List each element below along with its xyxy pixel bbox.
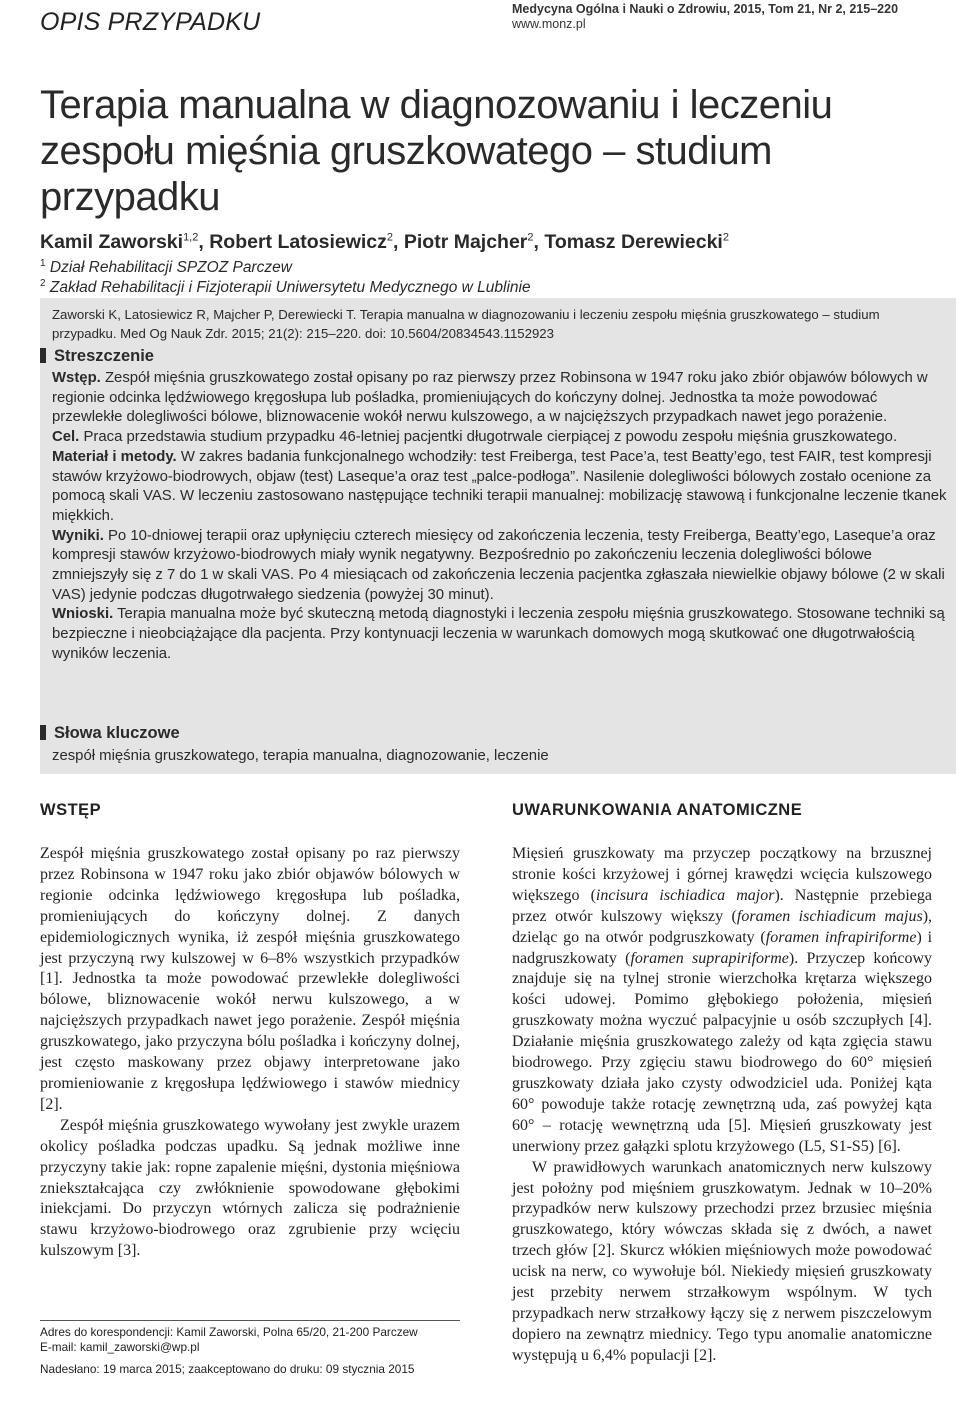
author-list: [40, 231, 729, 254]
abstract-methods: [52, 448, 950, 527]
abstract-aim: [52, 428, 950, 448]
abstract-paragraph: Zespół mięśnia gruszkowatego został opisany po raz pierwszy przez Robinsona w 1947 roku jako zbiór objawów bólowych w regionie odcinka lędźwiowego kręgosłupa lub pośladka, promieniujących do kończyny dolnej. Jednostka ta może powodować przewlekłe dolegliwości bólowe, bliznowacenie wokół nerwu kulszowego, a w najcięższych przypadkach nawet jego porażenie.: [52, 370, 928, 426]
paragraph: [512, 844, 932, 1158]
affiliation-text: Dział Rehabilitacji SPZOZ Parczew: [45, 259, 292, 276]
abstract-paragraph: Praca przedstawia studium przypadku 46-letniej pacjentki długotrwale cierpiącej z powodu zespołu mięśnia gruszkowatego.: [79, 429, 898, 446]
article-type-label: OPIS PRZYPADKU: [40, 8, 261, 36]
abstract-results: [52, 527, 950, 606]
correspondence-address: Adres do korespondencji: Kamil Zaworski, Polna 65/20, 21-200 Parczew: [40, 1325, 418, 1339]
footnotes: [40, 1325, 418, 1377]
latin-term: foramen suprapiriforme: [630, 949, 789, 967]
text-run: ), dzieląc go na otwór podgruszkowaty (: [512, 907, 933, 946]
author-name: Kamil Zaworski: [40, 231, 184, 253]
section-heading-anatomy: UWARUNKOWANIA ANATOMICZNE: [512, 801, 803, 819]
author-affiliation-marker: 2: [527, 231, 534, 244]
keywords-text: zespół mięśnia gruszkowatego, terapia manualna, diagnozowanie, leczenie: [52, 748, 549, 764]
latin-term: incisura ischiadica major: [595, 886, 775, 904]
article-title: [40, 82, 930, 220]
abstract-paragraph: Po 10-dniowej terapii oraz upłynięciu czterech miesięcy od zakończenia leczenia, testy Freiberga, Beatty’ego, Laseque’a oraz kompresji stawów krzyżowo-biodrowych miały wynik negatywny. Bezpośrednio po zakończeniu leczenia dolegliwości bólowe zmniejszyły się z 7 do 1 w skali VAS. Po 4 miesiącach od zakończenia leczenia pacjentka zgłaszała niewielkie objawy bólowe (2 w skali VAS) jedynie podczas długotrwałego siedzenia (powyżej 30 minut).: [52, 527, 945, 603]
affiliation: [40, 258, 531, 278]
spacer: [40, 1354, 418, 1362]
abstract-conclusions: [52, 605, 950, 664]
latin-term: foramen ischiadicum majus: [736, 907, 923, 925]
paragraph: Zespół mięśnia gruszkowatego został opisany po raz pierwszy przez Robinsona w 1947 roku jako zbiór objawów bólowych w regionie odcinka lędźwiowego kręgosłupa lub pośladka, promieniujących do kończyny dolnej. Z danych epidemiologicznych wynika, iż zespół mięśnia gruszkowatego jest przyczyną rwy kulszowej w 6–8% wszystkich przypadków [1]. Jednostka ta może powodować przewlekłe dolegliwości bólowe, bliznowacenie wokół nerwu kulszowego, a w najcięższych przypadkach nawet jego porażenie. Zespół mięśnia gruszkowatego, jako przyczyna bólu pośladka i kończyny dolnej, jest często maskowany przez objawy interpretowane jako promieniowanie z kręgosłupa lędźwiowego i stawów miednicy [2].: [40, 845, 460, 1113]
title-line: zespołu mięśnia gruszkowatego – studium: [40, 129, 773, 173]
latin-term: foramen infrapiriforme: [765, 928, 917, 946]
abstract-box: [40, 298, 956, 774]
abstract-body: [52, 369, 950, 665]
author-affiliation-marker: 1,2: [183, 231, 199, 244]
heading-bar: [40, 348, 46, 363]
footnote-divider: [40, 1320, 460, 1321]
journal-url[interactable]: www.monz.pl: [512, 17, 586, 31]
affiliation: [40, 278, 531, 298]
submission-dates: Nadesłano: 19 marca 2015; zaakceptowano do druku: 09 stycznia 2015: [40, 1362, 415, 1376]
abstract-label: Wstęp.: [52, 370, 101, 386]
title-line: przypadku: [40, 175, 221, 219]
abstract-heading-label: Streszczenie: [54, 347, 154, 365]
correspondence-email[interactable]: E-mail: kamil_zaworski@wp.pl: [40, 1339, 200, 1354]
author-affiliation-marker: 2: [722, 231, 729, 244]
paragraph: W prawidłowych warunkach anatomicznych nerw kulszowy jest położny pod mięśniem gruszkowatym. Jednak w 10–20% przypadków nerw kulszowy przechodzi przez brzusiec mięśnia gruszkowatego, który wówczas składa się z dwóch, a nawet trzech głów [2]. Skurcz włókien mięśniowych może powodować ucisk na nerw, co wywołuje ból. Niekiedy mięsień gruszkowaty jest przebity nerwem strzałkowym wspólnym. W tych przypadkach nerw strzałkowy łączy się z nerwem piszczelowym dopiero na zewnątrz miednicy. Tego typu anomalie anatomiczne występują u 6,4% populacji [2].: [512, 1158, 932, 1364]
text-run: Mięsień gruszkowaty ma przyczep początkowy na brzusznej stronie kości krzyżowej i górnej krawędzi wcięcia kulszowego większego (: [512, 845, 932, 904]
heading-bar: [40, 725, 46, 740]
left-column-body: [40, 844, 460, 1262]
paragraph: Zespół mięśnia gruszkowatego wywołany jest zwykle urazem okolicy pośladka podczas upadku. Są jednak możliwe inne przyczyny takie jak: ropne zapalenie mięśni, dystonia mięśniowa zniekształcająca czy zwłóknienie spowodowane głębokimi iniekcjami. Do przyczyn wtórnych zalicza się podrażnienie stawu krzyżowo-biodrowego oraz zgrubienie przy wcięciu kulszowym [3].: [40, 1116, 460, 1260]
text-run: ). Przyczep końcowy znajduje się na tylnej stronie wierzchołka krętarza większego kości udowej. Pomimo głębokiego położenia, mięsień gruszkowaty można wyczuć palpacyjnie u osób szczupłych [4]. Działanie mięśnia gruszkowatego zależy od kąta zgięcia stawu biodrowego. Przy zgięciu stawu biodrowego do 60° mięsień gruszkowaty działa jako czysty odwodziciel uda. Poniżej kąta 60° powoduje także rotację zewnętrzną uda, zaś powyżej kąta 60° – rotację wewnętrzną uda [5]. Mięsień gruszkowaty jest unerwiony przez gałązki splotu krzyżowego (L5, S1-S5) [6].: [512, 949, 932, 1155]
right-column-body: [512, 844, 932, 1367]
keywords-heading-label: Słowa kluczowe: [54, 724, 180, 742]
author-name: , Tomasz Derewiecki: [533, 231, 723, 253]
abstract-paragraph: Terapia manualna może być skuteczną metodą diagnostyki i leczenia zespołu mięśnia gruszkowatego. Stosowane techniki są bezpieczne i nieobciążające dla pacjenta. Przy kontynuacji leczenia w warunkach domowych mogą skutkować one długotrwałością wyników leczenia.: [52, 606, 945, 662]
affiliation-text: Zakład Rehabilitacji i Fizjoterapii Uniwersytetu Medycznego w Lublinie: [45, 279, 531, 296]
affiliation-number: 2: [40, 277, 46, 289]
section-heading-introduction: WSTĘP: [40, 801, 102, 819]
abstract-heading: [40, 347, 154, 366]
abstract-paragraph: W zakres badania funkcjonalnego wchodziły: test Freiberga, test Pace’a, test Beatty’ego, test FAIR, test kompresji stawów krzyżowo-biodrowych, objaw (test) Laseque’a oraz test „palce-podłoga”. Nasilenie dolegliwości bólowych zostało ocenione za pomocą skali VAS. W leczeniu zastosowano następujące techniki terapii manualnej: mobilizację stawową i funkcjonalne leczenie tkanek miękkich.: [52, 448, 947, 524]
abstract-label: Wyniki.: [52, 527, 104, 544]
title-line: Terapia manualna w diagnozowaniu i leczeniu: [40, 83, 833, 127]
affiliations: [40, 258, 531, 298]
affiliation-number: 1: [40, 257, 46, 269]
author-affiliation-marker: 2: [386, 231, 394, 244]
abstract-intro: [52, 369, 950, 428]
abstract-label: Cel.: [52, 429, 80, 446]
journal-citation: Medycyna Ogólna i Nauki o Zdrowiu, 2015, Tom 21, Nr 2, 215–220: [512, 2, 899, 16]
text-run: ) i nadgruszkowaty (: [512, 928, 933, 967]
abstract-label: Materiał i metody.: [52, 448, 177, 465]
keywords-heading: [40, 724, 180, 743]
journal-header: [512, 2, 898, 32]
author-name: , Piotr Majcher: [393, 231, 528, 253]
citation-text: Zaworski K, Latosiewicz R, Majcher P, Derewiecki T. Terapia manualna w diagnozowaniu i leczeniu zespołu mięśnia gruszkowatego – studium przypadku. Med Og Nauk Zdr. 2015; 21(2): 215–220. doi: 10.5604/20834543.1152923: [52, 307, 880, 341]
text-run: ). Następnie przebiega przez otwór kulszowy większy (: [512, 886, 933, 925]
abstract-label: Wnioski.: [52, 606, 114, 623]
author-name: , Robert Latosiewicz: [198, 231, 387, 253]
